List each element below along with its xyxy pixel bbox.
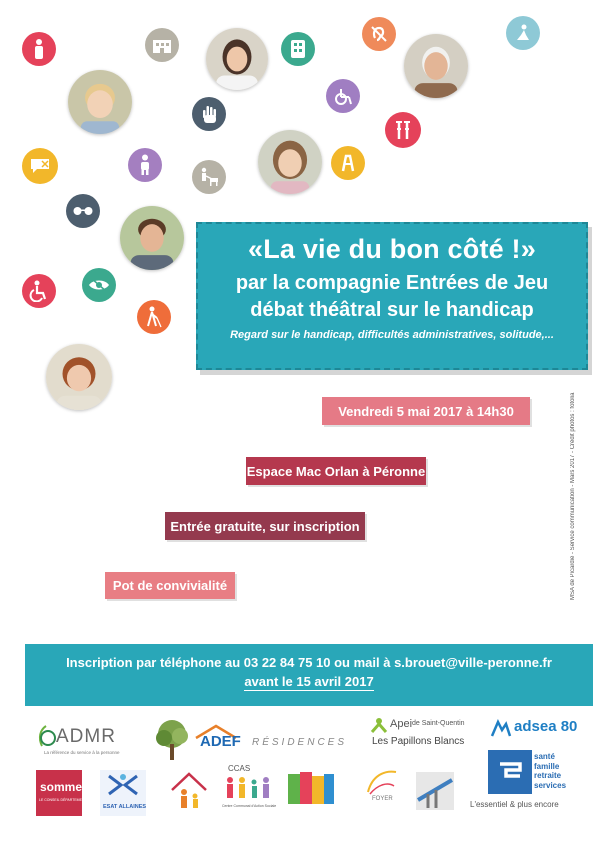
title-box — [196, 222, 588, 370]
speech-bubble-icon — [22, 148, 58, 184]
place-label: Espace Mac Orlan à Péronne — [246, 457, 426, 485]
entry-label: Entrée gratuite, sur inscription — [165, 512, 365, 540]
wheelchair-icon — [326, 79, 360, 113]
company-line: par la compagnie Entrées de Jeu — [235, 272, 549, 294]
photo-old-man — [404, 34, 468, 98]
debate-line: débat théâtral sur le handicap — [250, 299, 534, 321]
photo-young-man — [120, 206, 184, 270]
registration-banner — [25, 644, 593, 706]
crutches-icon — [385, 112, 421, 148]
guide-dog-icon — [192, 160, 226, 194]
photo-girl — [258, 130, 322, 194]
colorful-logo — [286, 768, 336, 810]
meditation-icon — [506, 16, 540, 50]
hand-icon — [192, 97, 226, 131]
somme-logo: somme LE CONSEIL DÉPARTEMENTAL — [36, 770, 82, 816]
play-title: «La vie du bon côté !» — [248, 234, 536, 264]
topics-line: Regard sur le handicap, difficultés administratives, solitude,... — [230, 329, 554, 341]
admr-logo: ADMR La référence du service à la personne — [36, 722, 136, 762]
date-label: Vendredi 5 mai 2017 à 14h30 — [322, 397, 530, 425]
photo-toddler — [68, 70, 132, 134]
photo-credit: MSA de Picardie - Service communication - Mars 2017 - Crédit photos : fotolia — [570, 392, 576, 600]
road-sign-logo — [414, 770, 456, 812]
ccas-logo: CCAS Centre Communal d'Action Sociale — [222, 764, 277, 808]
photo-young-woman — [206, 28, 268, 90]
photo-older-woman — [46, 344, 112, 410]
wheelchair-user-icon — [22, 274, 56, 308]
person-icon — [22, 32, 56, 66]
blind-person-cane-icon — [137, 300, 171, 334]
registration-contact: Inscription par téléphone au 03 22 84 75 10 ou mail à s.brouet@ville-peronne.fr — [66, 655, 552, 670]
sign-language-icon — [281, 32, 315, 66]
visually-impaired-eye-icon — [82, 268, 116, 302]
standing-person-icon — [128, 148, 162, 182]
building-icon — [145, 28, 179, 62]
walker-icon — [331, 146, 365, 180]
msa-logo: santé famille retraite services L'essentiel & plus encore — [470, 752, 567, 809]
house-family-logo — [168, 768, 210, 814]
tree-logo — [152, 718, 192, 762]
glasses-icon — [66, 194, 100, 228]
registration-deadline: avant le 15 avril 2017 — [244, 674, 374, 689]
esat-allaines-logo: ESAT ALLAINES — [100, 770, 146, 816]
adef-logo: ADEF RÉSIDENCES — [194, 724, 354, 764]
hearing-impaired-icon — [362, 17, 396, 51]
apei-logo: Apei de Saint-Quentin Les Papillons Blancs — [372, 718, 465, 747]
drink-label: Pot de convivialité — [105, 572, 235, 599]
adsea-logo: adsea 80 — [490, 716, 580, 744]
foyer-logo: FOYER — [364, 766, 400, 812]
